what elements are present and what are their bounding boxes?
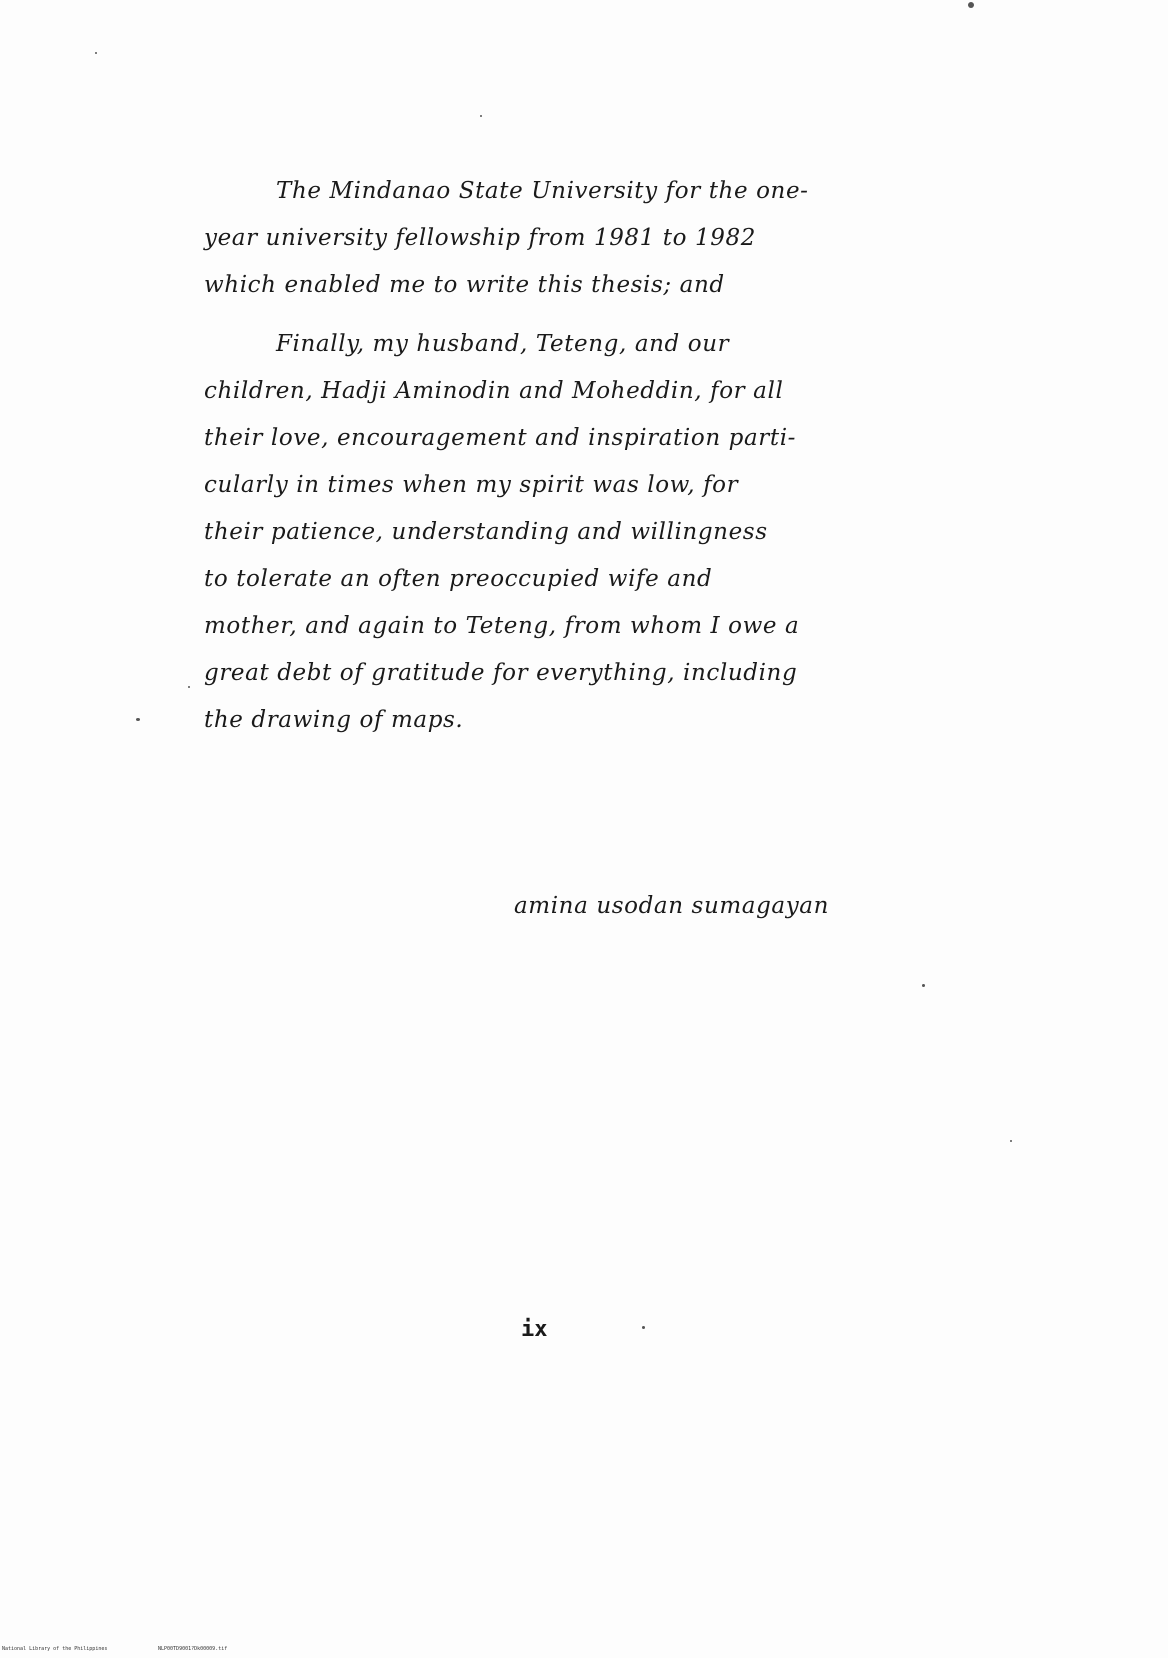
scan-speck <box>642 1326 645 1329</box>
text-line: which enabled me to write this thesis; and <box>204 272 725 298</box>
paragraph-gap <box>204 309 904 321</box>
acknowledgments-text <box>204 168 904 744</box>
text-line: children, Hadji Aminodin and Moheddin, for all <box>204 378 784 404</box>
text-line: their patience, understanding and willingness <box>204 519 768 545</box>
footer-file-name: NLP00TD9001?Dk00009.tif <box>158 1646 228 1652</box>
scan-speck <box>1010 1140 1012 1142</box>
scan-speck <box>922 984 925 987</box>
page-number: ix <box>521 1317 548 1342</box>
scan-speck <box>188 686 190 688</box>
text-line: their love, encouragement and inspiration parti- <box>204 425 797 451</box>
text-line: great debt of gratitude for everything, including <box>204 660 798 686</box>
text-line: to tolerate an often preoccupied wife and <box>204 566 713 592</box>
text-line: mother, and again to Teteng, from whom I owe a <box>204 613 800 639</box>
scan-speck <box>480 115 482 117</box>
text-line: Finally, my husband, Teteng, and our <box>276 331 730 357</box>
scan-speck <box>136 718 140 721</box>
scan-speck <box>968 2 974 8</box>
text-line: cularly in times when my spirit was low, for <box>204 472 739 498</box>
footer-source: National Library of the Philippines <box>2 1646 108 1652</box>
text-line: year university fellowship from 1981 to 1982 <box>204 225 756 251</box>
author-signature: amina usodan sumagayan <box>514 893 830 919</box>
text-line: The Mindanao State University for the one- <box>276 178 809 204</box>
scan-speck <box>95 52 97 54</box>
text-line: the drawing of maps. <box>204 707 464 733</box>
